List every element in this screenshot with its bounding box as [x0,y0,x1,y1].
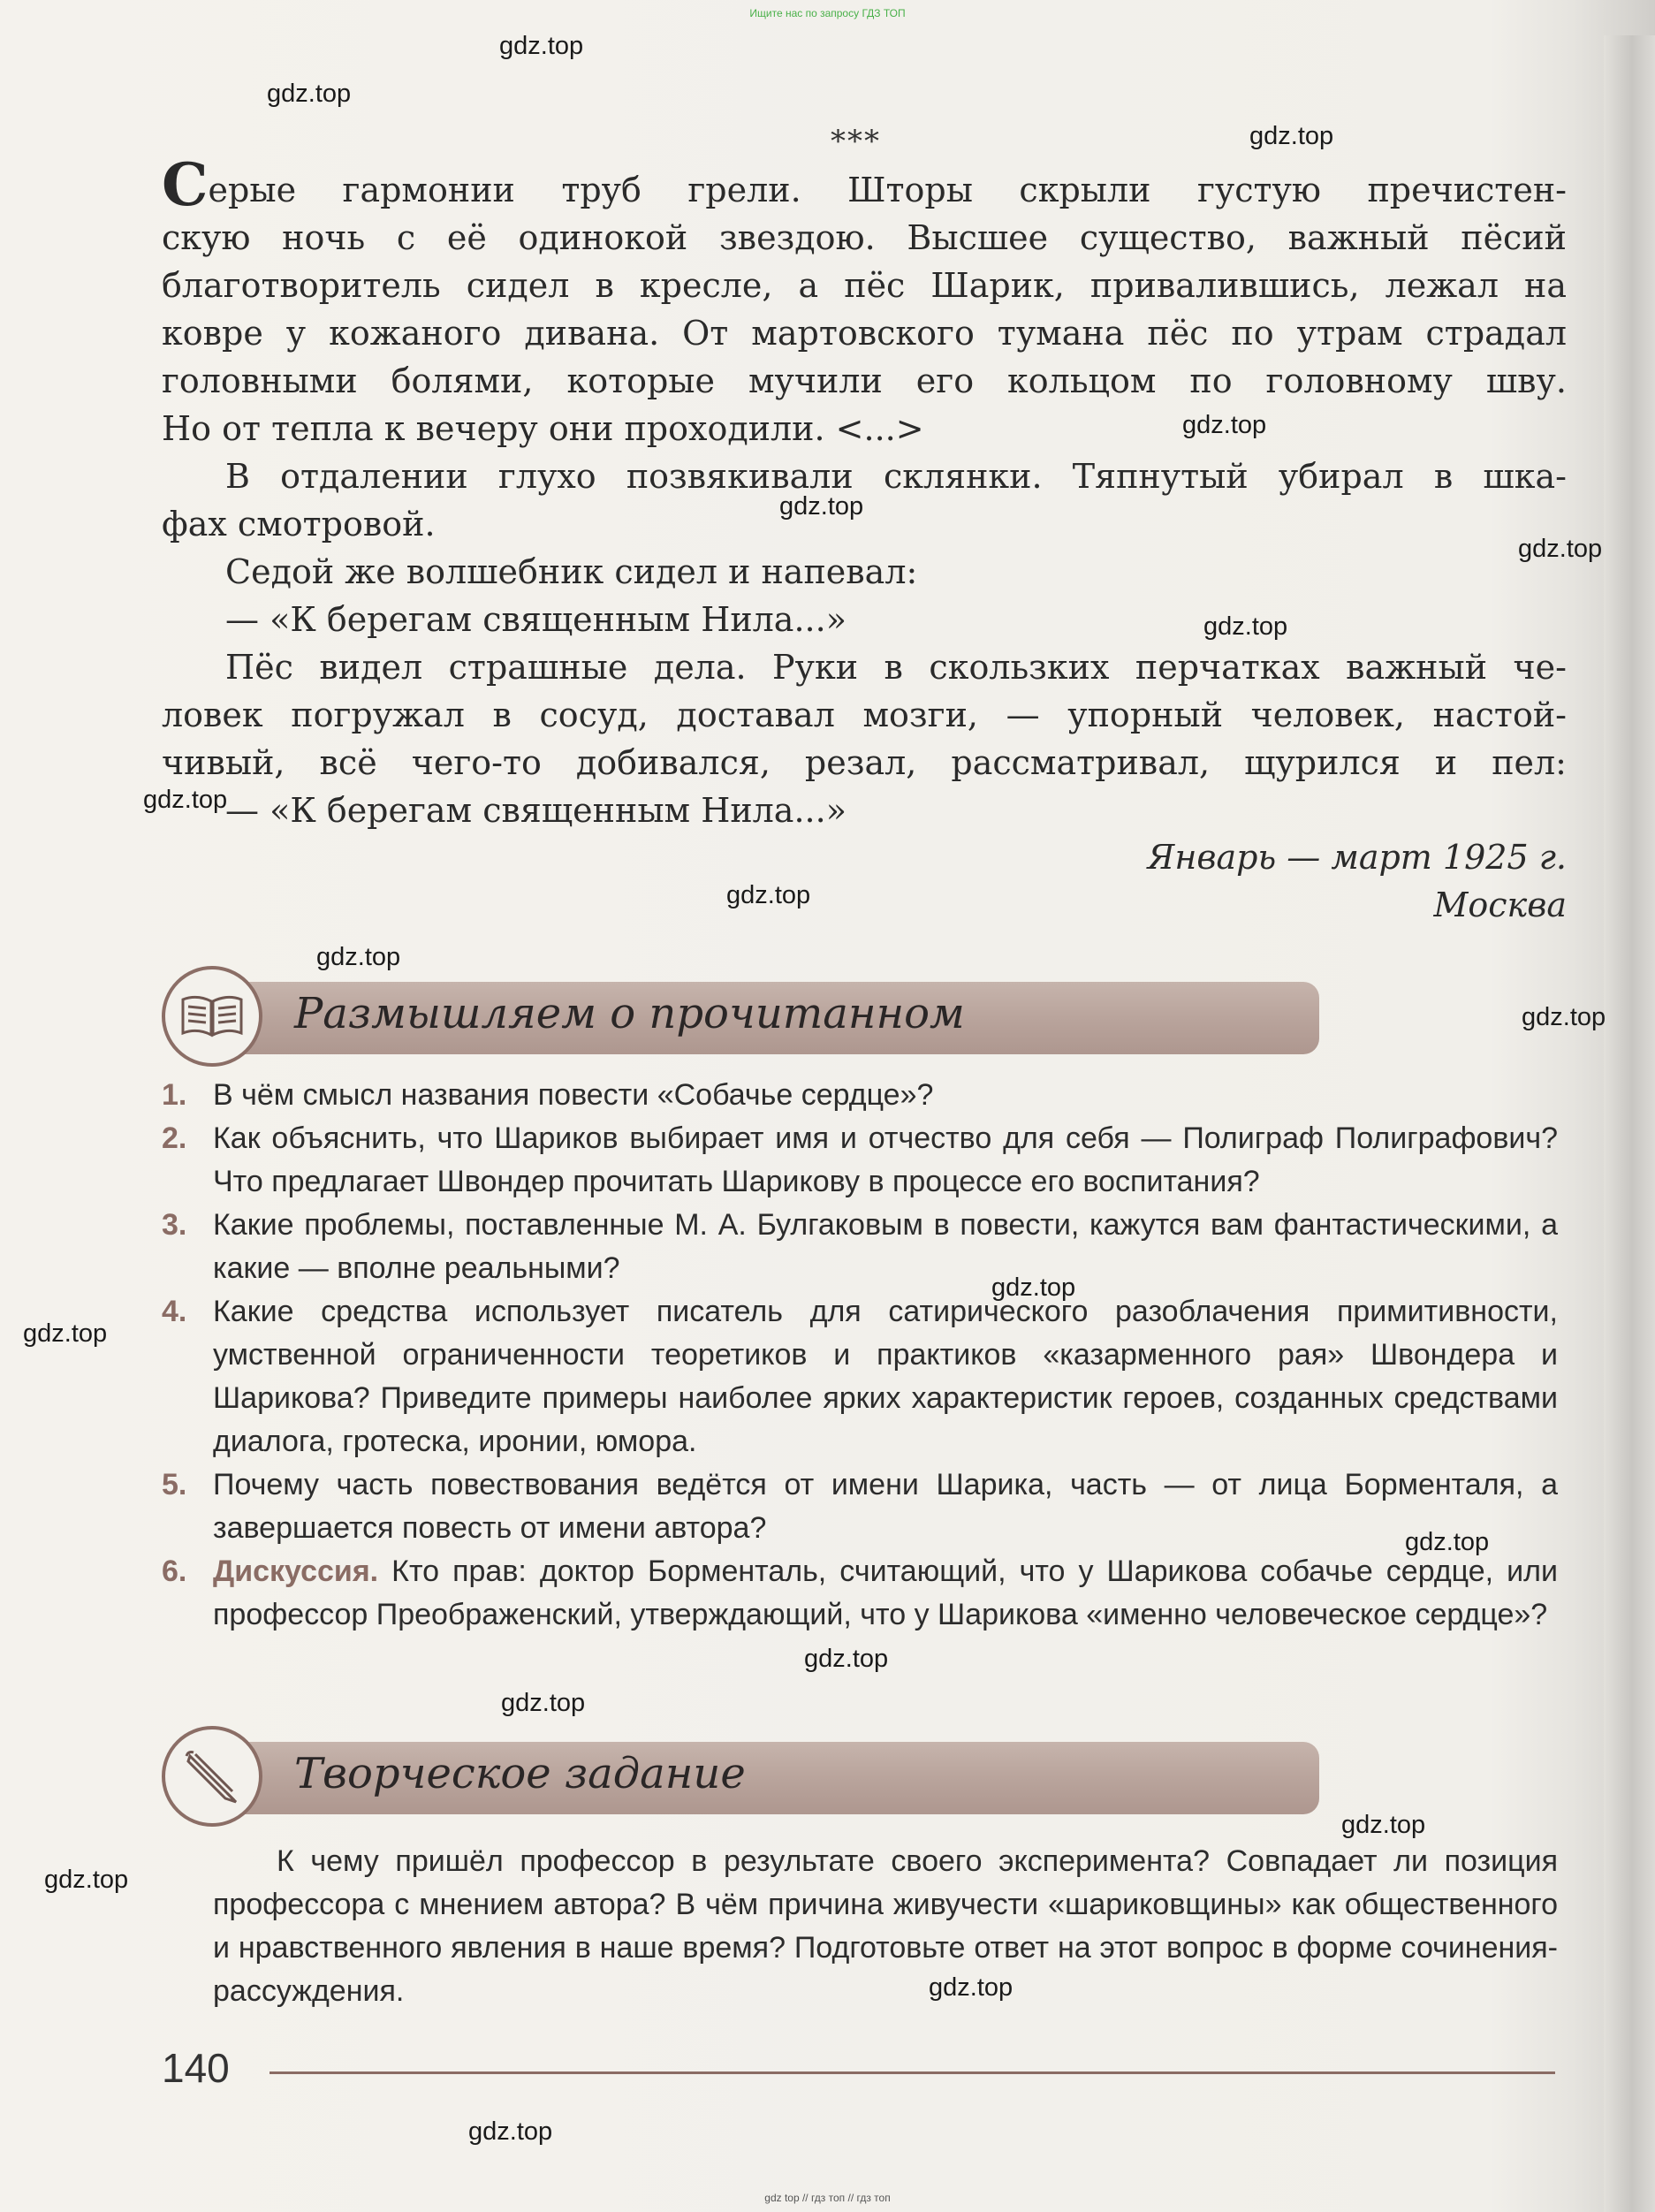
question-item: 3. Какие проблемы, поставленные М. А. Булгаковым в повести, кажутся вам фантастическими, а какие — вполне реальными? [162,1208,1558,1285]
question-item: 5. Почему часть повествования ведётся от имени Шарика, часть — от лица Борменталя, а завершается повесть от имени автора? [162,1468,1558,1545]
watermark: gdz.top [501,1689,586,1717]
text-line: Серые гармонии труб грели. Шторы скрыли густую пречистен- [162,150,1567,219]
drop-cap: С [162,150,209,219]
watermark: gdz.top [1522,1003,1606,1031]
watermark: gdz.top [726,881,811,909]
text-line: головными болями, которые мучили его кольцом по головному шву. [162,361,1567,400]
text-line: фах смотровой. [162,505,436,543]
text-line: — «К берегам священным Нила...» [225,791,846,830]
watermark: gdz.top [267,80,352,108]
text-line: ловек погружал в сосуд, доставал мозги, — упорный человек, настой- [162,696,1567,734]
pencil-icon [162,1726,262,1827]
place-line: Москва [1433,886,1567,924]
section-title: Творческое задание [294,1749,746,1798]
creative-task-text: К чему пришёл профессор в результате своего эксперимента? Совпадает ли позиция профессора с мнением автора? В чём причина живучести «шариковщины» как общественного и нравственного явления в наше время? Подготовьте ответ на этот вопрос в форме сочинения-рассуждения. [213,1844,1558,2008]
top-note: Ищите нас по запросу ГДЗ ТОП [749,7,906,19]
watermark: gdz.top [316,943,401,971]
watermark: gdz.top [991,1273,1076,1302]
discussion-label: Дискуссия. [213,1554,379,1588]
text-line: скую ночь с её одинокой звездою. Высшее существо, важный пёсий [162,218,1567,257]
question-item: 6. Дискуссия. Кто прав: доктор Борменталь, считающий, что у Шарикова собачье сердце, или профессор Преображенский, утверждающий, что у Шарикова «именно человеческое сердце»? [162,1554,1558,1631]
watermark: gdz.top [804,1645,889,1673]
book-icon [162,966,262,1067]
watermark: gdz.top [143,786,228,814]
watermark: gdz.top [1341,1811,1426,1839]
question-item: 2. Как объяснить, что Шариков выбирает имя и отчество для себя — Полиграф Полиграфович? Что предлагает Швондер прочитать Шарикову в процессе его воспитания? [162,1121,1558,1198]
text-line: — «К берегам священным Нила...» [225,600,846,639]
text-line: чивый, всё чего-то добивался, резал, рассматривал, щурился и пел: [162,743,1567,782]
page-number: 140 [162,2045,230,2091]
text-line: Пёс видел страшные дела. Руки в скользких перчатках важный че- [225,648,1567,687]
section-separator: *** [831,124,881,159]
question-item: 1. В чём смысл названия повести «Собачье сердце»? [162,1078,934,1112]
watermark: gdz.top [1203,612,1288,641]
section-title: Размышляем о прочитанном [294,989,965,1038]
watermark: gdz.top [779,492,864,521]
text-line: Седой же волшебник сидел и напевал: [225,552,918,591]
bottom-note: gdz top // гдз топ // гдз топ [764,2192,891,2204]
watermark: gdz.top [1405,1528,1490,1556]
book-spine-shadow [1604,35,1655,2212]
text-line: Но от тепла к вечеру они проходили. <...> [162,409,924,448]
watermark: gdz.top [468,2117,553,2146]
watermark: gdz.top [499,32,584,60]
text-line: В отдалении глухо позвякивали склянки. Тяпнутый убирал в шка- [225,457,1567,496]
story-text [162,150,1567,834]
watermark: gdz.top [23,1319,108,1348]
text-line: ковре у кожаного дивана. От мартовского тумана пёс по утрам страдал [162,314,1567,353]
watermark: gdz.top [1182,411,1267,439]
watermark: gdz.top [929,1973,1013,2002]
watermark: gdz.top [44,1866,129,1894]
question-list [162,1074,1558,1637]
footer-rule [270,2071,1555,2074]
watermark: gdz.top [1249,122,1334,150]
question-item: 4. Какие средства использует писатель для сатирического разоблачения примитивности, умственной ограниченности теоретиков и практиков «казарменного рая» Швондера и Шарикова? Приведите примеры наиболее ярких характеристик героев, созданных средствами диалога, гротеска, иронии, юмора. [162,1295,1558,1458]
watermark: gdz.top [1518,535,1603,563]
date-line: Январь — март 1925 г. [1147,838,1567,877]
text-line: благотворитель сидел в кресле, а пёс Шарик, привалившись, лежал на [162,266,1567,305]
